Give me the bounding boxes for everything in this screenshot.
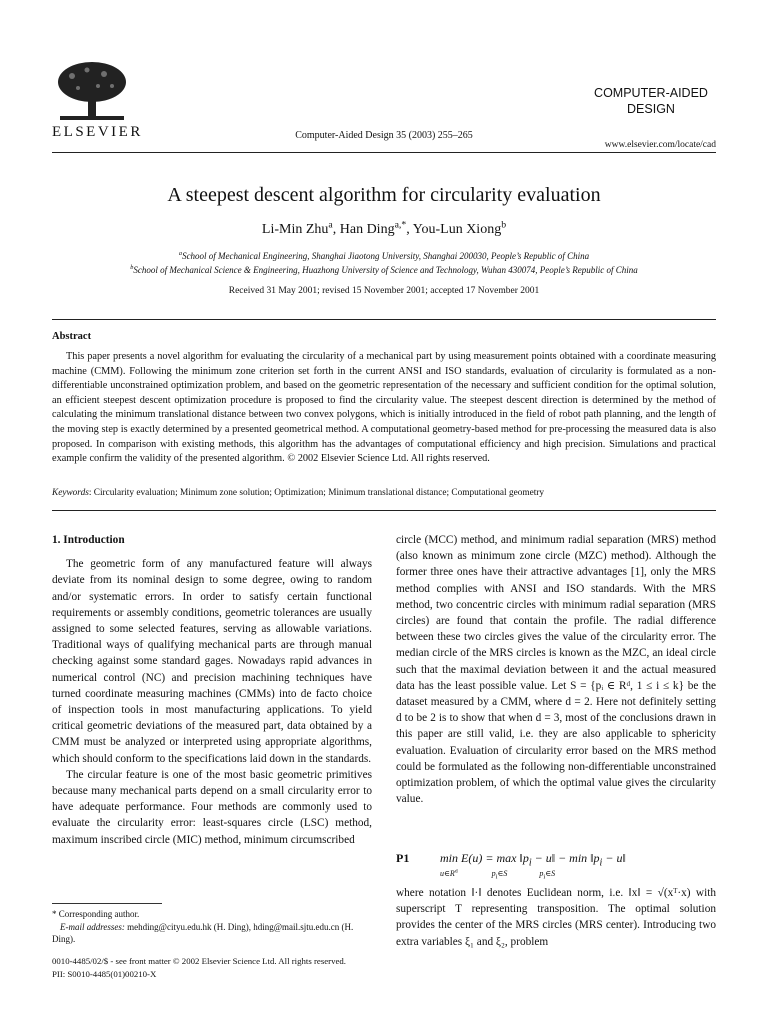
header-rule bbox=[52, 152, 716, 153]
left-column bbox=[52, 532, 372, 848]
equation-body: $\min E(u) = \max ‖p_i$ − u‖ − $\min ‖p_i$ − u‖ bbox=[440, 851, 626, 869]
paragraph: circle (MCC) method, and minimum radial separation (MRS) method (also known as minimum zone circle (MZC) method). Although the former three ones have their attractive advantages [1], only the MRS method complies with ANSI and ISO standards. With the MRS method, two concentric circles with minimum radial separation (MRS circles) are found that contain the profile. The radial difference between these two circles gives the value of the circularity error. The median circle of the MRS circles is known as the MZC, an ideal circle such that the maximal deviation between it and the actual measured data has the least possible value. Let S = {pᵢ ∈ Rᵈ, 1 ≤ i ≤ k} be the dataset measured by a CMM, where d = 2. Here not definitely setting d to be 2 is to show that when d = 3, most of the conclusions drawn in this paper are still valid, i.e. they are also applicable to sphericity evaluation. Evaluation of circularity error based on the MRS method could be formulated as the following non-differentiable unconstrained optimization problem, of which the optimal value gives the circularity value. bbox=[396, 534, 716, 806]
right-column bbox=[396, 532, 716, 807]
article-dates: Received 31 May 2001; revised 15 November 2001; accepted 17 November 2001 bbox=[228, 286, 540, 296]
email-note: E-mail addresses: mehding@cityu.edu.hk (H. Ding), hding@mail.sjtu.edu.cn (H. Ding). bbox=[52, 921, 354, 944]
publisher-name: ELSEVIER bbox=[52, 124, 143, 140]
journal-url[interactable]: www.elsevier.com/locate/cad bbox=[604, 140, 716, 150]
keywords bbox=[52, 488, 716, 498]
page-footer bbox=[52, 955, 346, 980]
equation-label: P1 bbox=[396, 851, 410, 865]
author-mark: a,* bbox=[394, 219, 407, 231]
paragraph: The geometric form of any manufactured feature will always deviate from its nominal design to some degree, owing to random and/or systematic errors. In order to satisfy certain functional requirements or assembly conditions, geometric tolerances are usually assigned to some selected features, serving as allowable variations. Traditional ways of qualifying mechanical parts are through manual checking against some standard gages. Nowadays rapid advances in numerical control (NC) and precision machining techniques have turned coordinate measuring machines (CMMs) into de facto choice of inspection tools in most manufacturing applications. To yield critical geometric deviations of the measured part, data obtained by a CMM must be analyzed or interpreted using appropriate algorithms, which should conform to the specifications laid down in the standards. bbox=[52, 558, 372, 765]
journal-brand-line1: COMPUTER-AIDED bbox=[594, 86, 708, 100]
abstract-bottom-rule bbox=[52, 510, 716, 511]
paragraph: where notation ‖·‖ denotes Euclidean norm, i.e. ‖x‖ = √(xᵀ·x) with superscript T representing transposition. The optimal solution provides the center of the MRS circles (MRS center). Introducing two extra variables ξ₁ and ξ₂, problem bbox=[396, 887, 716, 948]
section-heading: 1. Introduction bbox=[52, 534, 125, 546]
article-title: A steepest descent algorithm for circularity evaluation bbox=[167, 184, 601, 206]
copyright-line: 0010-4485/02/$ - see front matter © 2002 Elsevier Science Ltd. All rights reserved. bbox=[52, 956, 346, 966]
pii-line: PII: S0010-4485(01)00210-X bbox=[52, 968, 157, 979]
journal-brand bbox=[586, 85, 716, 117]
author-mark: b bbox=[501, 219, 507, 231]
abstract-top-rule bbox=[52, 319, 716, 320]
abstract-text: This paper presents a novel algorithm for evaluating the circularity of a mechanical part by using measurement points obtained with a coordinate measuring machine (CMM). Following the minimum zone criterion set forth in the current ANSI and ISO standards, evaluation of circularity is formulated as a non-differentiable unconstrained optimization problem, and based on the geometric representation of the necessary and sufficient condition for the optimal solution, an efficient steepest descent optimization procedure is proposed to find the circularity value. The steepest descent direction is determined by the method of calculating the minimum translational distance between two convex polygons, which is initially introduced in the field of robot path planning, and the length of the moving step is exactly determined by a presented geometrical method. A computational geometry-based method for pre-processing the measured data is also proposed. In comparison with existing methods, this algorithm has the advantages of computational efficiency and high precision. Simulations and practical example confirm the validity of the presented algorithm. © 2002 Elsevier Science Ltd. All rights reserved. bbox=[52, 351, 716, 465]
affiliation-a: $^a$School of Mechanical Engineering, Shanghai Jiaotong University, Shanghai 200030, People’s Republic of China bbox=[178, 250, 590, 261]
corresponding-author-note: * Corresponding author. bbox=[52, 909, 140, 919]
footnote-rule bbox=[52, 903, 162, 904]
journal-citation: Computer-Aided Design 35 (2003) 255–265 bbox=[295, 130, 473, 141]
affiliation-b: $^b$School of Mechanical Science & Engineering, Huazhong University of Science and Technology, Wuhan 430074, People’s Republic of China bbox=[130, 264, 638, 275]
equation-subscripts: $u\in R^d$ $p_i\in S$ $p_i\in S$ bbox=[440, 868, 556, 881]
abstract-heading: Abstract bbox=[52, 331, 92, 342]
keywords-label: Keywords bbox=[52, 488, 89, 498]
right-column-continued bbox=[396, 885, 716, 950]
equation-p1 bbox=[396, 849, 716, 879]
author-name: Li-Min Zhu bbox=[261, 222, 329, 237]
footnote bbox=[52, 908, 372, 946]
elsevier-logo bbox=[52, 58, 143, 141]
author-name: Han Ding bbox=[339, 222, 395, 237]
journal-brand-line2: DESIGN bbox=[627, 102, 675, 116]
author-mark: a bbox=[328, 219, 333, 231]
author-list: Li-Min Zhu$^a$, Han Ding$^{a,*}$, You-Lun Xiong$^b$ bbox=[261, 219, 507, 237]
elsevier-tree-icon bbox=[52, 58, 132, 126]
author-name: You-Lun Xiong bbox=[412, 222, 502, 237]
keywords-list: : Circularity evaluation; Minimum zone solution; Optimization; Minimum translational distance; Computational geometry bbox=[88, 488, 545, 498]
paragraph: The circular feature is one of the most basic geometric primitives because many mechanical parts depend on a small circularity error to have adequate performance. Four methods are commonly used to evaluate the circularity error: least-squares circle (LSC) method, maximum inscribed circle (MIC) method, minimum circumscribed bbox=[52, 768, 372, 846]
